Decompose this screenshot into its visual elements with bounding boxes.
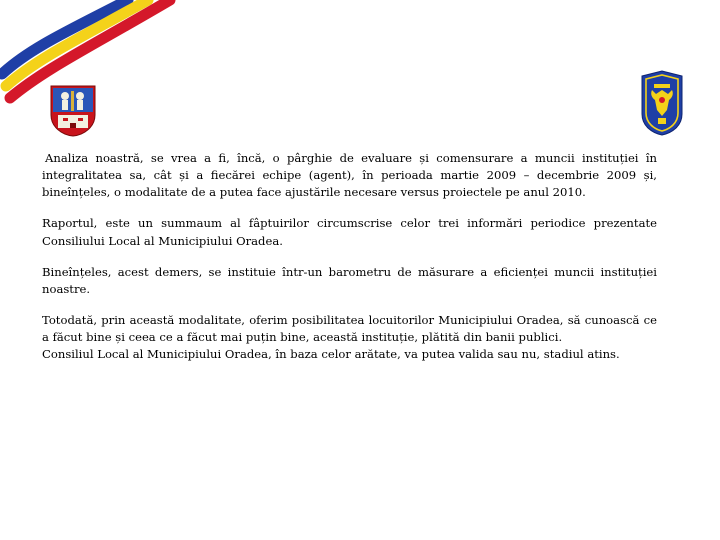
paragraph-citizens: Totodată, prin această modalitate, oferim posibilitatea locuitorilor Municipiului Oradea, să cunoască ce a făcut bine și ceea ce a făcut mai puțin bine, această instituție, plătită din banii publici. <box>42 313 657 345</box>
oradea-coat-of-arms-icon <box>50 85 96 137</box>
paragraph-report: Raportul, este un summaum al fâptuirilor circumscrise celor trei informări periodice prezentate Consiliului Local al Municipiului Oradea. <box>42 216 657 248</box>
paragraph-council: Consiliul Local al Municipiului Oradea, în baza celor arătate, va putea valida sau nu, stadiul atins. <box>42 347 620 362</box>
paragraph-barometer: Bineînțeles, acest demers, se instituie într-un barometru de măsurare a eficienței muncii instituției noastre. <box>42 264 657 296</box>
paragraph-analysis: Analiza noastră, se vrea a fi, încă, o pârghie de evaluare și comensurare a muncii instituției în integralitatea sa, cât și a fiecărei echipe (agent), în perioada martie 2009 – decembrie 2009 și, bineînțeles, o modalitate de a putea face ajustările necesare versus proiectele pe anul 2010. <box>42 151 657 200</box>
police-crest-icon <box>640 70 684 136</box>
document-body <box>42 150 657 364</box>
